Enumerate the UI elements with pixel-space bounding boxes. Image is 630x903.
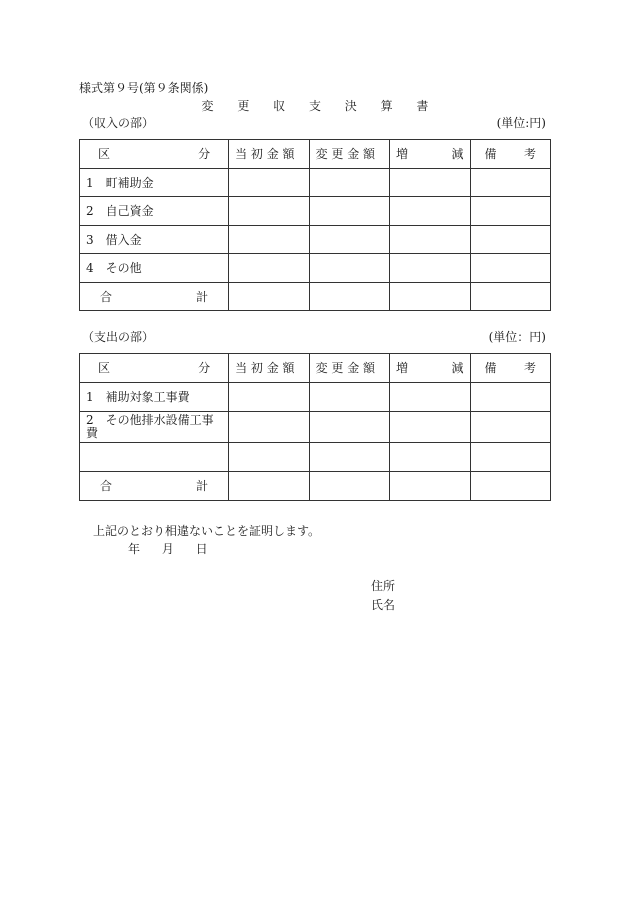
cell-diff xyxy=(390,254,470,283)
row-label: 1 町補助金 xyxy=(80,169,229,197)
row-label: 2 自己資金 xyxy=(80,197,229,226)
cell-changed xyxy=(309,169,389,197)
cell-diff xyxy=(390,226,470,254)
header-category-2: 分 xyxy=(198,147,211,161)
cell-initial xyxy=(229,226,309,254)
header-increase-decrease xyxy=(390,140,470,169)
row-label: 4 その他 xyxy=(80,254,229,283)
cell-changed xyxy=(309,383,389,412)
header-remarks xyxy=(470,354,550,383)
header-initial-amount: 当 初 金 額 xyxy=(229,140,309,169)
cell-diff xyxy=(390,443,470,472)
header-rem-2: 考 xyxy=(523,361,536,375)
table-row xyxy=(80,412,551,443)
row-label xyxy=(80,443,229,472)
income-header-row xyxy=(80,140,551,169)
header-category xyxy=(80,354,229,383)
header-dec: 減 xyxy=(451,147,464,161)
form-number: 様式第９号(第９条関係) xyxy=(79,81,209,95)
name-label: 氏名 xyxy=(371,598,396,612)
cell-remarks xyxy=(470,226,550,254)
cell-diff xyxy=(390,412,470,443)
cell-changed xyxy=(309,197,389,226)
cell-remarks xyxy=(470,443,550,472)
cell-diff xyxy=(390,283,470,311)
cell-initial xyxy=(229,472,309,501)
total-label xyxy=(80,472,229,501)
total-1: 合 xyxy=(100,289,113,304)
address-label: 住所 xyxy=(371,579,396,593)
expense-header-row xyxy=(80,354,551,383)
cell-diff xyxy=(390,472,470,501)
income-table xyxy=(79,139,551,311)
header-inc: 増 xyxy=(396,361,409,375)
cell-remarks xyxy=(470,254,550,283)
total-1: 合 xyxy=(100,479,113,493)
table-row xyxy=(80,169,551,197)
row-label: 1 補助対象工事費 xyxy=(80,383,229,412)
document-title: 変 更 収 支 決 算 書 xyxy=(201,99,439,113)
header-dec: 減 xyxy=(451,361,464,375)
certification-text: 上記のとおり相違ないことを証明します。 xyxy=(93,524,321,538)
header-category-1: 区 xyxy=(98,361,111,375)
cell-initial xyxy=(229,443,309,472)
header-category-2: 分 xyxy=(198,361,211,375)
cell-changed xyxy=(309,443,389,472)
cell-changed xyxy=(309,226,389,254)
expense-unit: (単位：円) xyxy=(488,330,546,344)
cell-diff xyxy=(390,197,470,226)
cell-initial xyxy=(229,254,309,283)
header-initial-amount: 当 初 金 額 xyxy=(229,354,309,383)
date-line: 年 月 日 xyxy=(128,542,208,556)
cell-initial xyxy=(229,197,309,226)
header-rem-1: 備 xyxy=(484,147,497,161)
total-row xyxy=(80,283,551,311)
total-label xyxy=(80,283,229,311)
header-inc: 増 xyxy=(396,147,409,161)
row-label: 3 借入金 xyxy=(80,226,229,254)
header-rem-1: 備 xyxy=(484,361,497,375)
cell-initial xyxy=(229,412,309,443)
cell-changed xyxy=(309,283,389,311)
expense-section-label: （支出の部） xyxy=(82,330,155,344)
table-row xyxy=(80,197,551,226)
cell-remarks xyxy=(470,412,550,443)
income-section-label: （収入の部） xyxy=(82,116,155,130)
cell-remarks xyxy=(470,383,550,412)
table-row xyxy=(80,254,551,283)
header-changed-amount: 変 更 金 額 xyxy=(309,354,389,383)
cell-initial xyxy=(229,283,309,311)
income-unit: (単位:円) xyxy=(496,116,546,130)
cell-initial xyxy=(229,169,309,197)
total-row xyxy=(80,472,551,501)
total-2: 計 xyxy=(196,479,209,493)
total-2: 計 xyxy=(196,289,209,304)
header-remarks xyxy=(470,140,550,169)
cell-remarks xyxy=(470,169,550,197)
cell-remarks xyxy=(470,472,550,501)
table-row xyxy=(80,443,551,472)
header-increase-decrease xyxy=(390,354,470,383)
row-label: 2 その他排水設備工事費 xyxy=(80,412,229,443)
cell-changed xyxy=(309,412,389,443)
table-row xyxy=(80,226,551,254)
cell-remarks xyxy=(470,283,550,311)
cell-diff xyxy=(390,169,470,197)
expense-table xyxy=(79,353,551,501)
cell-remarks xyxy=(470,197,550,226)
cell-initial xyxy=(229,383,309,412)
header-rem-2: 考 xyxy=(523,147,536,161)
header-changed-amount: 変 更 金 額 xyxy=(309,140,389,169)
table-row xyxy=(80,383,551,412)
cell-changed xyxy=(309,472,389,501)
header-category-1: 区 xyxy=(98,147,111,161)
cell-changed xyxy=(309,254,389,283)
header-category xyxy=(80,140,229,169)
cell-diff xyxy=(390,383,470,412)
